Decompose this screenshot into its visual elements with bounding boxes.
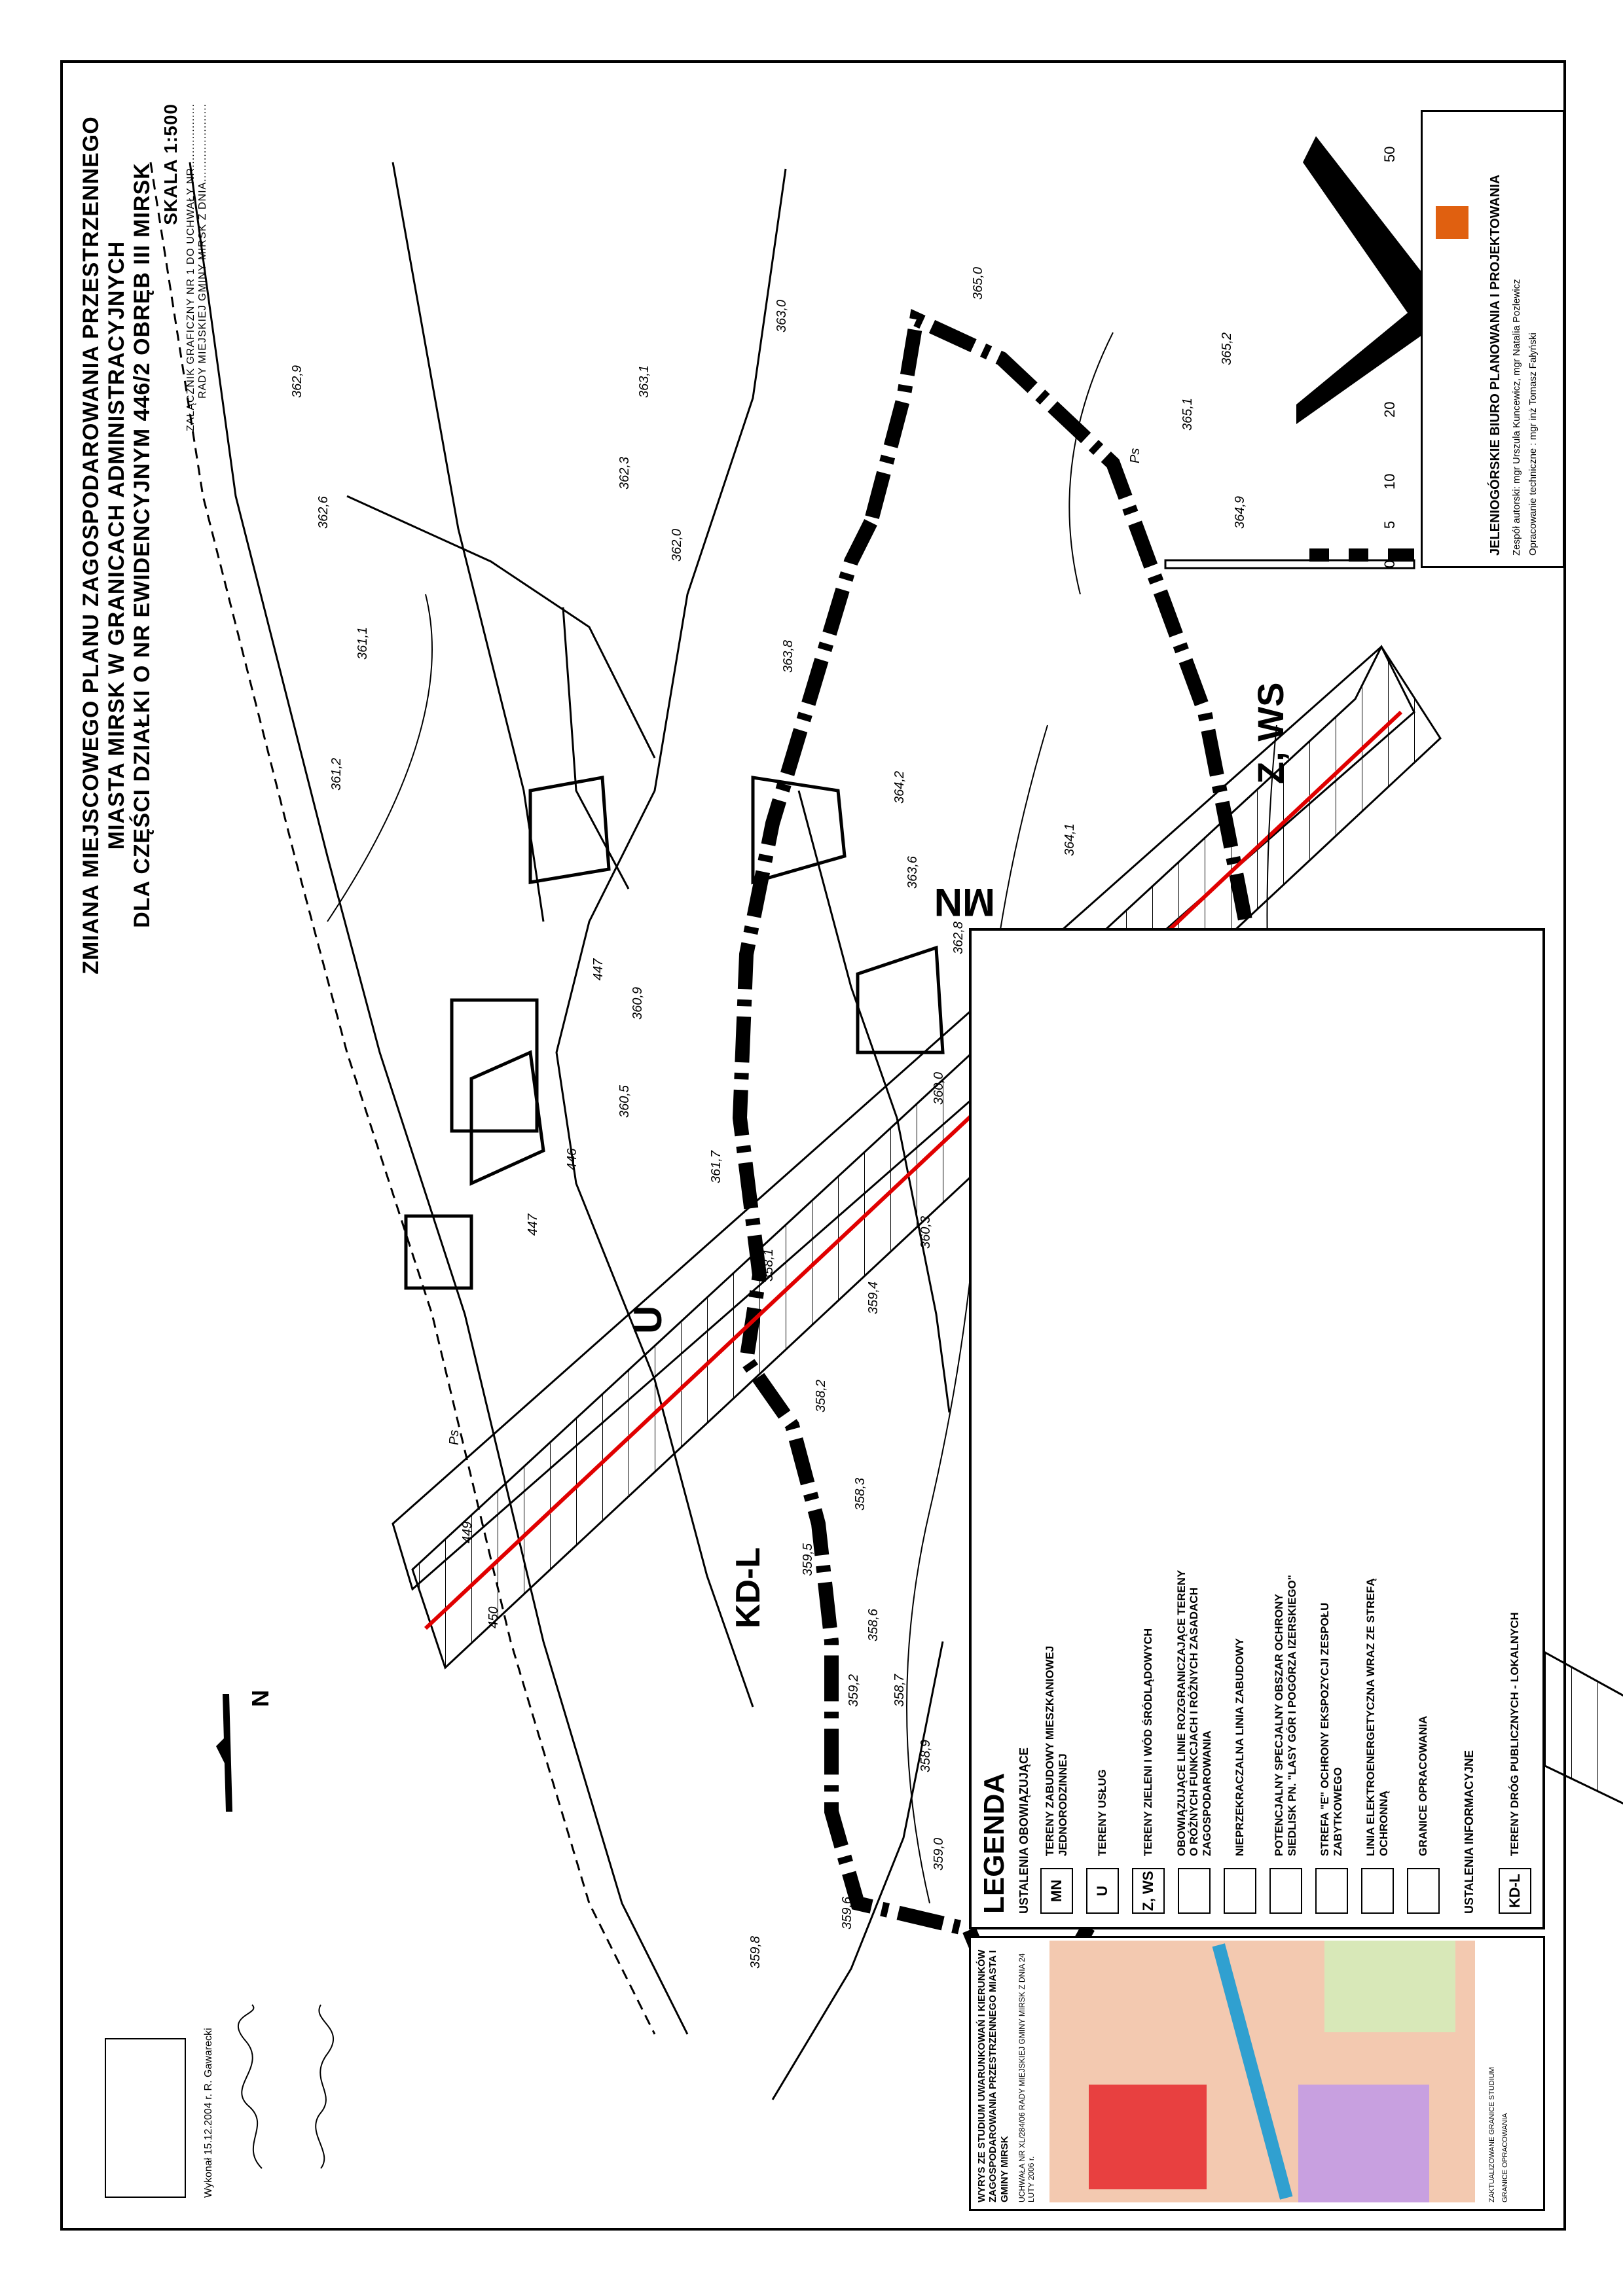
elevation-label: 362,8: [951, 921, 966, 954]
signature-block: [105, 1949, 380, 2211]
scale-tick-50: 50: [1381, 146, 1398, 162]
zone-label-mn: MN: [934, 880, 995, 924]
legend-item-label: OBOWIĄZUJĄCE LINIE ROZGRANICZAJĄCE TERENY O RÓŻNYCH FUNKCJACH I RÓŻNYCH ZASADACH ZAGOSPODAROWANIA: [1175, 1570, 1213, 1856]
elevation-label: 365,2: [1220, 332, 1234, 365]
elevation-label: 360,0: [932, 1071, 946, 1105]
scale-tick-10: 10: [1381, 473, 1398, 490]
scale-tick-0: 0: [1381, 560, 1398, 568]
office-logo: [1436, 206, 1468, 239]
study-footer2: GRANICE OPRACOWANIA: [1501, 2113, 1509, 2202]
elevation-label: 362,3: [617, 456, 632, 490]
title-line1: ZMIANA MIEJSCOWEGO PLANU ZAGOSPODAROWANIA PRZESTRZENNEGO: [79, 116, 103, 975]
legend-panel: [969, 928, 1545, 1929]
elevation-label: 361,1: [356, 626, 370, 660]
stamp-box: [105, 2038, 186, 2198]
elevation-label: 360,5: [617, 1085, 632, 1118]
elevation-label: 365,1: [1180, 397, 1195, 431]
legend-item-symbol: [1361, 1868, 1394, 1914]
land-use-ps: Ps: [447, 1429, 462, 1445]
plan-title: [79, 103, 209, 987]
legend-title: LEGENDA: [978, 1772, 1010, 1914]
scale-tick-5: 5: [1381, 520, 1398, 529]
legend-item-symbol: [1407, 1868, 1440, 1914]
elevation-label: 363,1: [637, 365, 651, 398]
zone-label-u: U: [626, 1305, 670, 1334]
scale-ticks: [1381, 123, 1408, 568]
elevation-label: 365,0: [971, 266, 985, 300]
title-line2: MIASTA MIRSK W GRANICACH ADMINISTRACYJNYCH: [104, 240, 129, 850]
elevation-label: 364,2: [892, 770, 907, 804]
study-purple-area: [1298, 2085, 1429, 2202]
elevation-label: 358,9: [919, 1739, 933, 1772]
scale-tick-20: 20: [1381, 401, 1398, 418]
title-line3: DLA CZĘŚCI DZIAŁKI O NR EWIDENCYJNYM 446/2 OBRĘB III MIRSK: [130, 162, 155, 928]
north-label: N: [247, 1690, 274, 1707]
legend-info-item-symbol: KD-L: [1499, 1868, 1531, 1914]
elevation-label: 359,6: [840, 1896, 854, 1929]
legend-item-label: GRANICE OPRACOWANIA: [1417, 1715, 1430, 1856]
elevation-label: 360,3: [919, 1215, 933, 1249]
signature-scribble-1: [236, 2001, 275, 2172]
elevation-label: 361,2: [329, 757, 344, 791]
elevation-label: 362,9: [290, 365, 304, 398]
study-map: [1049, 1941, 1475, 2202]
elevation-label: 358,1: [761, 1248, 776, 1282]
elevation-label: 359,5: [801, 1543, 815, 1576]
elevation-label: 364,9: [1233, 495, 1247, 529]
legend-item-symbol: [1315, 1868, 1348, 1914]
legend-binding-header: USTALENIA OBOWIĄZUJĄCE: [1017, 1748, 1030, 1914]
legend-item-label: POTENCJALNY SPECJALNY OBSZAR OCHRONY SIEDLISK PN. "LASY GÓR I POGÓRZA IZERSKIEGO": [1273, 1575, 1298, 1856]
legend-item-row: [1220, 1638, 1260, 1914]
elevation-label: 362,0: [670, 528, 684, 562]
legend-item-row: [1404, 1716, 1443, 1914]
legend-info-item-row: [1495, 1612, 1535, 1914]
legend-item-symbol: [1269, 1868, 1302, 1914]
study-resolution: UCHWAŁA NR XL/284/06 RADY MIEJSKIEJ GMINY MIRSK Z DNIA 24 LUTY 2006 r.: [1017, 1953, 1036, 2202]
legend-item-label: TERENY ZIELENI I WÓD ŚRÓDLĄDOWYCH: [1142, 1628, 1155, 1856]
legend-item-row: [1083, 1769, 1122, 1914]
elevation-label: 359,4: [866, 1281, 881, 1314]
legend-item-symbol: U: [1086, 1868, 1119, 1914]
study-title: WYRYS ZE STUDIUM UWARUNKOWAŃ I KIERUNKÓW ZAGOSPODAROWANIA PRZESTRZENNEGO MIASTA I GMINY MIRSK: [976, 1949, 1010, 2202]
parcel-number: 446: [565, 1148, 579, 1170]
legend-info-header: USTALENIA INFORMACYJNE: [1462, 1749, 1476, 1914]
legend-item-label: STREFA "E" OCHRONY EKSPOZYCJI ZESPOŁU ZABYTKOWEGO: [1319, 1602, 1344, 1856]
parcel-number: 447: [526, 1213, 540, 1236]
parcel-number: 447: [591, 958, 606, 980]
parcel-number: 450: [486, 1606, 501, 1628]
elevation-label: 359,8: [748, 1935, 763, 1969]
parcel-number: 449: [460, 1521, 475, 1543]
study-blue-river: [1213, 1943, 1293, 2200]
legend-item-row: [1037, 1568, 1076, 1914]
signature-2: [301, 2001, 342, 2172]
legend-info-item-label: TERENY DRÓG PUBLICZNYCH - LOKALNYCH: [1508, 1612, 1522, 1856]
legend-item-symbol: [1178, 1868, 1211, 1914]
scale-bar: [1165, 136, 1453, 568]
signature-scribble-2: [301, 2001, 340, 2172]
office-name: JELENIOGÓRSKIE BIURO PLANOWANIA I PROJEKTOWANIA: [1488, 174, 1503, 556]
legend-item-row: [1175, 1568, 1214, 1914]
prepared-by: Wykonał 15.12.2004 r. R. Gawarecki: [203, 2028, 214, 2198]
scale-label: SKALA 1:500: [160, 103, 181, 225]
legend-item-label: NIEPRZEKRACZALNA LINIA ZABUDOWY: [1233, 1638, 1247, 1856]
legend-item-label: TERENY ZABUDOWY MIESZKANIOWEJ JEDNORODZINNEJ: [1044, 1645, 1069, 1856]
zone-label-kdl: KD-L: [729, 1547, 767, 1628]
north-arrow: [216, 1690, 274, 1812]
elevation-label: 361,7: [709, 1150, 723, 1183]
elevation-label: 358,7: [892, 1674, 907, 1707]
zone-label-zws: Z, WS: [1250, 682, 1291, 784]
study-red-area: [1089, 2085, 1207, 2189]
legend-item-symbol: [1224, 1868, 1256, 1914]
elevation-label: 358,3: [853, 1477, 867, 1511]
legend-item-symbol: Z, WS: [1132, 1868, 1165, 1914]
attachment-line1: ZAŁĄCZNIK GRAFICZNY NR 1 DO UCHWAŁY NR..................: [185, 103, 196, 432]
elevation-label: 363,6: [905, 855, 920, 889]
land-use-ps: Ps: [1128, 448, 1142, 463]
elevation-label: 359,0: [932, 1837, 946, 1871]
office-block: [1421, 110, 1565, 568]
elevation-label: 358,2: [814, 1379, 828, 1412]
study-panel: [969, 1936, 1545, 2211]
elevation-label: 363,8: [781, 639, 795, 673]
signature-1: [236, 2001, 277, 2172]
elevation-label: 363,0: [775, 299, 789, 332]
elevation-label: 362,6: [316, 495, 331, 529]
legend-list: [1037, 945, 1535, 1914]
legend-item-label: TERENY USŁUG: [1096, 1769, 1109, 1856]
study-green-area: [1324, 1941, 1455, 2032]
attachment-line2: RADY MIEJSKIEJ GMINY MIRSK Z DNIA......................: [197, 103, 208, 399]
elevation-label: 359,2: [847, 1674, 861, 1707]
legend-item-row: [1129, 1628, 1168, 1914]
legend-item-label: LINIA ELEKTROENERGETYCZNA WRAZ ZE STREFĄ OCHRONNĄ: [1364, 1578, 1390, 1856]
legend-item-row: [1358, 1568, 1397, 1914]
legend-item-symbol: MN: [1040, 1868, 1073, 1914]
legend-item-row: [1312, 1568, 1351, 1914]
office-authors: Zespół autorski: mgr Urszula Kuncewicz, mgr Natalia Pozlewicz: [1511, 279, 1522, 556]
office-technical: Opracowanie techniczne : mgr inż Tomasz Fałyński: [1527, 332, 1539, 556]
elevation-label: 360,9: [630, 986, 645, 1020]
study-footer1: ZAKTUALIZOWANE GRANICE STUDIUM: [1488, 2067, 1496, 2202]
elevation-label: 358,6: [866, 1608, 881, 1641]
elevation-label: 364,1: [1063, 823, 1077, 856]
legend-item-row: [1266, 1568, 1305, 1914]
